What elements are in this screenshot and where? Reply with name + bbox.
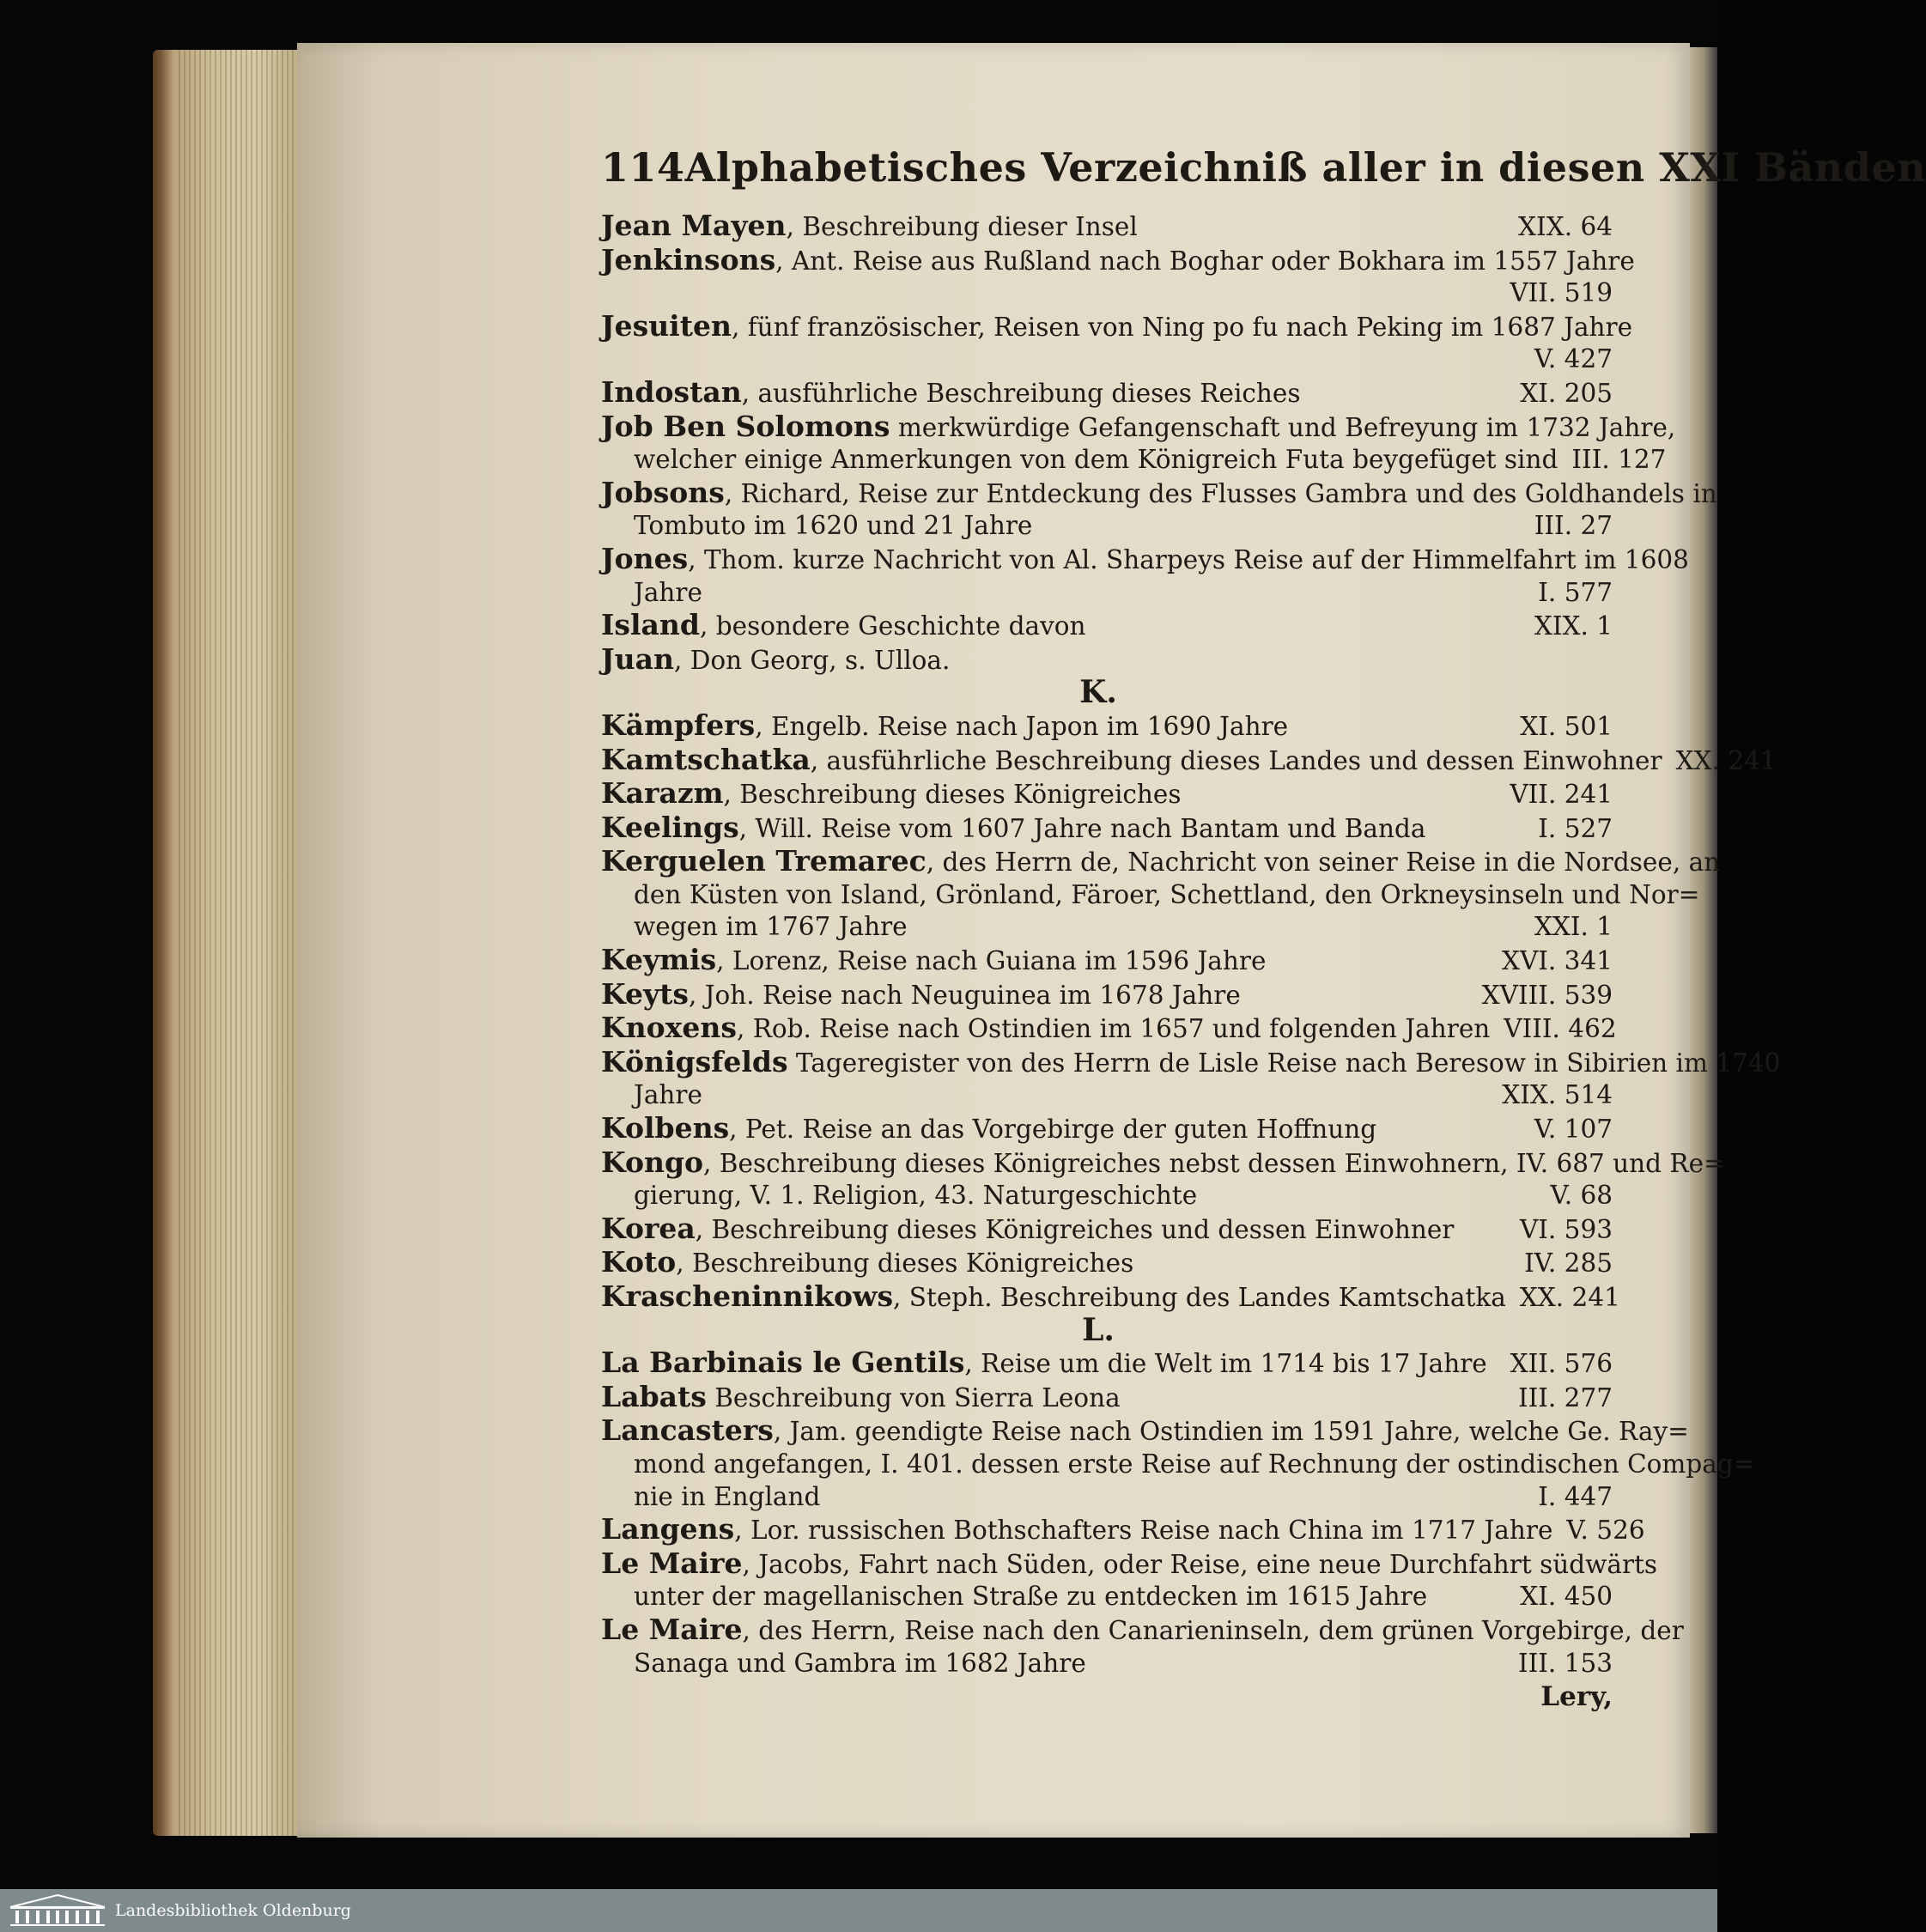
index-entry	[601, 1246, 1613, 1280]
index-entry	[601, 475, 1717, 543]
volume-page-reference: V. 526	[1566, 1516, 1645, 1546]
entry-description: , Jacobs, Fahrt nach Süden, oder Reise, eine neue Durchfahrt südwärts	[742, 1549, 1658, 1579]
index-entry	[601, 210, 1613, 244]
entry-headword: Krascheninnikows	[601, 1279, 894, 1313]
entry-text	[601, 744, 1662, 778]
entry-description: mond angefangen, I. 401. dessen erste Reise auf Rechnung der ostindischen Compag=	[634, 1449, 1755, 1479]
index-entry	[601, 844, 1721, 944]
entry-line	[601, 777, 1613, 811]
entry-description: nie in England	[634, 1481, 821, 1511]
entry-headword: Kolbens	[601, 1111, 730, 1145]
entry-continuation-line	[601, 1481, 1613, 1514]
index-entry	[601, 709, 1613, 744]
index-entry	[601, 1546, 1658, 1613]
entry-line	[601, 210, 1613, 244]
volume-page-reference: V. 427	[1534, 344, 1613, 374]
volume-page-reference: VIII. 462	[1504, 1014, 1617, 1044]
entry-text	[601, 944, 1488, 978]
index-entry	[601, 609, 1613, 643]
entry-text	[601, 609, 1521, 643]
entry-description: wegen im 1767 Jahre	[634, 912, 908, 942]
entry-description: , fünf französischer, Reisen von Ning po fu nach Peking im 1687 Jahre	[731, 312, 1633, 342]
entry-text	[601, 210, 1504, 244]
entry-text	[601, 477, 1717, 511]
entry-headword: Kerguelen Tremarec	[601, 844, 927, 878]
volume-page-reference: III. 153	[1517, 1648, 1613, 1678]
entry-headword: Keyts	[601, 976, 689, 1011]
entry-description: , Beschreibung dieses Königreiches und dessen Einwohner	[695, 1214, 1455, 1244]
entry-continuation-line	[601, 444, 1667, 477]
entry-line	[601, 844, 1721, 879]
entry-headword: Königsfelds	[601, 1044, 788, 1078]
entry-continuation-line	[601, 343, 1613, 376]
entry-headword: Le Maire	[601, 1612, 743, 1646]
catchword	[601, 1680, 1613, 1714]
entry-description: merkwürdige Gefangenschaft und Befreyung im 1732 Jahre,	[890, 412, 1676, 442]
entry-text	[601, 543, 1689, 577]
entry-headword: Koto	[601, 1245, 677, 1279]
index-entry	[601, 1413, 1755, 1513]
library-name: Landesbibliothek Oldenburg	[115, 1901, 351, 1920]
index-entry	[601, 944, 1613, 978]
entry-continuation-line	[601, 879, 1700, 912]
index-entry	[601, 1145, 1725, 1212]
volume-page-reference: I. 447	[1538, 1481, 1613, 1511]
entry-description: , Will. Reise vom 1607 Jahre nach Bantam und Banda	[738, 813, 1426, 843]
entry-description: , Richard, Reise zur Entdeckung des Flusses Gambra und des Goldhandels in	[724, 478, 1717, 508]
volume-page-reference: III. 277	[1517, 1382, 1613, 1413]
page-content	[601, 144, 1926, 1714]
entry-line	[601, 1279, 1620, 1315]
catchword-text: Lery,	[1540, 1681, 1613, 1713]
entry-line	[601, 1212, 1613, 1247]
volume-page-reference: I. 527	[1538, 813, 1613, 843]
volume-page-reference: XIX. 514	[1502, 1080, 1613, 1110]
entry-text	[601, 1046, 1780, 1080]
index-entry	[601, 308, 1633, 376]
entry-headword: Jean Mayen	[601, 209, 787, 242]
entry-headword: Jenkinsons	[601, 242, 776, 276]
entry-text	[601, 310, 1632, 344]
entry-continuation-line	[601, 510, 1613, 543]
entry-description: Sanaga und Gambra im 1682 Jahre	[634, 1648, 1086, 1678]
entry-line	[601, 1246, 1613, 1280]
entry-line	[601, 1044, 1781, 1080]
entry-description: , des Herrn de, Nachricht von seiner Reise in die Nordsee, an	[926, 848, 1721, 878]
entry-text	[601, 1414, 1689, 1449]
entry-description: Jahre	[634, 1080, 702, 1110]
entry-text	[601, 709, 1506, 744]
entry-description: , Ant. Reise aus Rußland nach Boghar oder Bokhara im 1557 Jahre	[775, 246, 1635, 276]
entry-description: , ausführliche Beschreibung dieses Reiches	[741, 378, 1301, 408]
index-entry	[601, 742, 1777, 778]
entry-description: Tombuto im 1620 und 21 Jahre	[634, 511, 1033, 541]
volume-page-reference: XI. 450	[1520, 1582, 1613, 1612]
entry-description: , Joh. Reise nach Neuguinea im 1678 Jahre	[688, 980, 1241, 1010]
entry-description: Beschreibung von Sierra Leona	[706, 1382, 1121, 1413]
entry-headword: Labats	[601, 1379, 707, 1413]
entry-text	[601, 845, 1720, 879]
index-entry	[601, 409, 1676, 477]
entry-headword: Keymis	[601, 943, 717, 977]
volume-page-reference: I. 577	[1538, 577, 1613, 607]
entry-headword: Island	[601, 608, 701, 642]
entry-line	[601, 1145, 1725, 1181]
entry-text	[634, 510, 1521, 543]
entry-text	[601, 376, 1506, 410]
entry-line	[601, 609, 1613, 643]
volume-page-reference: V. 68	[1550, 1181, 1613, 1211]
entry-text	[601, 1513, 1552, 1547]
entry-text	[634, 1079, 1488, 1112]
index-entry	[601, 1612, 1684, 1680]
entry-text	[601, 978, 1468, 1012]
entry-description: , Jam. geendigte Reise nach Ostindien im 1591 Jahre, welche Ge. Ray=	[773, 1417, 1689, 1447]
volume-page-reference: XIX. 64	[1518, 212, 1613, 241]
entry-line	[601, 541, 1689, 577]
index-entries	[601, 209, 1781, 1680]
book-page-edges	[153, 50, 301, 1836]
volume-page-reference: XVI. 341	[1501, 946, 1613, 976]
entry-description: , Thom. kurze Nachricht von Al. Sharpeys Reise auf der Himmelfahrt im 1608	[688, 544, 1689, 574]
entry-description: , Steph. Beschreibung des Landes Kamtschatka	[893, 1283, 1506, 1312]
index-entry	[601, 811, 1613, 846]
index-entry	[601, 1346, 1613, 1381]
entry-text	[634, 1449, 1754, 1481]
entry-description: , Beschreibung dieses Königreiches nebst dessen Einwohnern, IV. 687 und Re=	[703, 1148, 1725, 1178]
index-entry	[601, 242, 1635, 310]
entry-text	[601, 777, 1496, 811]
entry-line	[601, 1612, 1684, 1648]
entry-description: , Beschreibung dieses Königreiches	[723, 780, 1182, 810]
volume-page-reference: VI. 593	[1519, 1214, 1613, 1244]
entry-description: Tageregister von des Herrn de Lisle Reise nach Beresow in Sibirien im 1740	[787, 1048, 1781, 1078]
entry-line	[601, 709, 1613, 744]
entry-description: Jahre	[634, 577, 702, 607]
section-letter: L.	[1082, 1311, 1115, 1348]
entry-headword: Knoxens	[601, 1011, 737, 1045]
index-entry	[601, 1381, 1613, 1415]
volume-page-reference: XVIII. 539	[1481, 980, 1613, 1010]
index-entry	[601, 541, 1689, 609]
entry-text	[601, 244, 1635, 278]
entry-continuation-line	[601, 1180, 1613, 1212]
entry-headword: La Barbinais le Gentils	[601, 1346, 965, 1380]
entry-headword: Korea	[601, 1211, 696, 1245]
entry-description: den Küsten von Island, Grönland, Färoer, Schettland, den Orkneysinseln und Nor=	[634, 879, 1700, 909]
entry-line	[601, 308, 1633, 344]
entry-text	[601, 811, 1524, 846]
volume-page-reference: IV. 285	[1524, 1249, 1613, 1279]
entry-line	[601, 1512, 1645, 1547]
entry-description: , Pet. Reise an das Vorgebirge der guten Hoffnung	[729, 1115, 1377, 1145]
index-entry	[601, 1212, 1613, 1247]
entry-headword: Jones	[601, 541, 689, 575]
entry-text	[601, 1012, 1490, 1046]
entry-description: , Reise um die Welt im 1714 bis 17 Jahre	[964, 1349, 1487, 1379]
entry-description: , Rob. Reise nach Ostindien im 1657 und folgenden Jahren	[736, 1014, 1491, 1044]
entry-headword: Lancasters	[601, 1413, 774, 1448]
entry-text	[634, 444, 1558, 477]
entry-text	[634, 1648, 1504, 1680]
entry-continuation-line	[601, 1449, 1755, 1481]
entry-text	[601, 1613, 1684, 1648]
entry-text	[601, 410, 1675, 445]
entry-line	[601, 1011, 1617, 1046]
entry-continuation-line	[601, 577, 1613, 610]
entry-description: , Beschreibung dieses Königreiches	[676, 1249, 1134, 1279]
entry-line	[601, 978, 1613, 1012]
entry-line	[601, 1346, 1613, 1381]
volume-page-reference: III. 27	[1534, 511, 1613, 541]
entry-line	[601, 1413, 1689, 1449]
index-entry	[601, 1512, 1645, 1547]
page-header	[601, 144, 1926, 210]
entry-description: , Don Georg, s. Ulloa.	[673, 645, 951, 675]
entry-line	[601, 409, 1676, 445]
entry-description: gierung, V. 1. Religion, 43. Naturgeschichte	[634, 1181, 1198, 1211]
entry-continuation-line	[601, 1079, 1613, 1112]
entry-description: , ausführliche Beschreibung dieses Landes und dessen Einwohner	[810, 745, 1662, 775]
entry-headword: Kamtschatka	[601, 742, 811, 776]
index-entry	[601, 643, 1613, 677]
volume-page-reference: XIX. 1	[1534, 611, 1613, 641]
index-entry	[601, 1279, 1620, 1315]
entry-text	[601, 1346, 1497, 1381]
index-entry	[601, 376, 1613, 410]
library-building-icon	[7, 1893, 108, 1928]
index-entry	[601, 1112, 1613, 1146]
index-entry	[601, 1044, 1781, 1112]
entry-description: , Lorenz, Reise nach Guiana im 1596 Jahre	[716, 946, 1267, 976]
entry-headword: Kämpfers	[601, 708, 756, 742]
footer-bar	[0, 1889, 1717, 1932]
entry-line	[601, 1381, 1613, 1415]
entry-continuation-line	[601, 911, 1613, 944]
entry-headword: Karazm	[601, 776, 724, 811]
index-entry	[601, 1011, 1617, 1046]
entry-description: , besondere Geschichte davon	[700, 611, 1086, 641]
entry-text	[601, 1212, 1506, 1247]
entry-line	[601, 475, 1717, 511]
entry-text	[634, 911, 1521, 944]
entry-headword: Keelings	[601, 810, 739, 844]
entry-continuation-line	[601, 1648, 1613, 1680]
entry-description: , Lor. russischen Bothschafters Reise nach China im 1717 Jahre	[734, 1516, 1553, 1546]
volume-page-reference: XII. 576	[1510, 1349, 1613, 1379]
entry-line	[601, 944, 1613, 978]
entry-line	[601, 376, 1613, 410]
entry-headword: Jobsons	[601, 475, 725, 509]
entry-line	[601, 643, 1613, 677]
index-entry	[601, 777, 1613, 811]
entry-headword: Indostan	[601, 374, 742, 409]
volume-page-reference: III. 127	[1571, 445, 1667, 475]
page-number: 114	[601, 144, 685, 191]
entry-line	[601, 811, 1613, 846]
volume-page-reference: XX. 241	[1675, 745, 1777, 775]
entry-text	[634, 1581, 1506, 1613]
entry-text	[601, 1280, 1506, 1315]
entry-line	[601, 1112, 1613, 1146]
volume-page-reference: VII. 241	[1510, 780, 1613, 810]
entry-headword: Juan	[601, 641, 674, 676]
entry-continuation-line	[601, 1581, 1613, 1613]
entry-text	[634, 1180, 1537, 1212]
entry-description: , Beschreibung dieser Insel	[786, 212, 1138, 241]
entry-text	[601, 1112, 1521, 1146]
section-letter: K.	[1079, 674, 1117, 711]
entry-text	[634, 879, 1699, 912]
volume-page-reference: XX. 241	[1519, 1283, 1620, 1312]
entry-continuation-line	[601, 277, 1613, 310]
volume-page-reference: XXI. 1	[1534, 912, 1613, 942]
entry-text	[601, 1547, 1657, 1582]
entry-text	[601, 643, 1599, 677]
volume-page-reference: XI. 501	[1520, 711, 1613, 741]
entry-text	[601, 1146, 1725, 1181]
entry-headword: Job Ben Solomons	[601, 409, 890, 443]
entry-headword: Kongo	[601, 1145, 704, 1179]
volume-page-reference: XI. 205	[1520, 378, 1613, 408]
entry-text	[601, 1246, 1510, 1280]
entry-headword: Jesuiten	[601, 308, 732, 343]
entry-description: welcher einige Anmerkungen von dem Königreich Futa beygefüget sind	[634, 445, 1558, 475]
entry-line	[601, 742, 1777, 778]
entry-description: unter der magellanischen Straße zu entdecken im 1615 Jahre	[634, 1582, 1428, 1612]
entry-description: , Engelb. Reise nach Japon im 1690 Jahre	[755, 711, 1289, 741]
entry-text	[634, 1481, 1524, 1514]
entry-headword: Le Maire	[601, 1546, 743, 1580]
running-title: Alphabetisches Verzeichniß aller in diesen XXI Bänden	[684, 144, 1926, 191]
entry-description: , des Herrn, Reise nach den Canarieninseln, dem grünen Vorgebirge, der	[742, 1615, 1684, 1645]
entry-headword: Langens	[601, 1512, 735, 1546]
volume-page-reference: VII. 519	[1510, 278, 1613, 308]
entry-text	[601, 1381, 1504, 1415]
entry-line	[601, 1546, 1658, 1582]
entry-line	[601, 242, 1635, 278]
index-entry	[601, 978, 1613, 1012]
volume-page-reference: V. 107	[1534, 1115, 1613, 1145]
entry-text	[634, 577, 1524, 610]
